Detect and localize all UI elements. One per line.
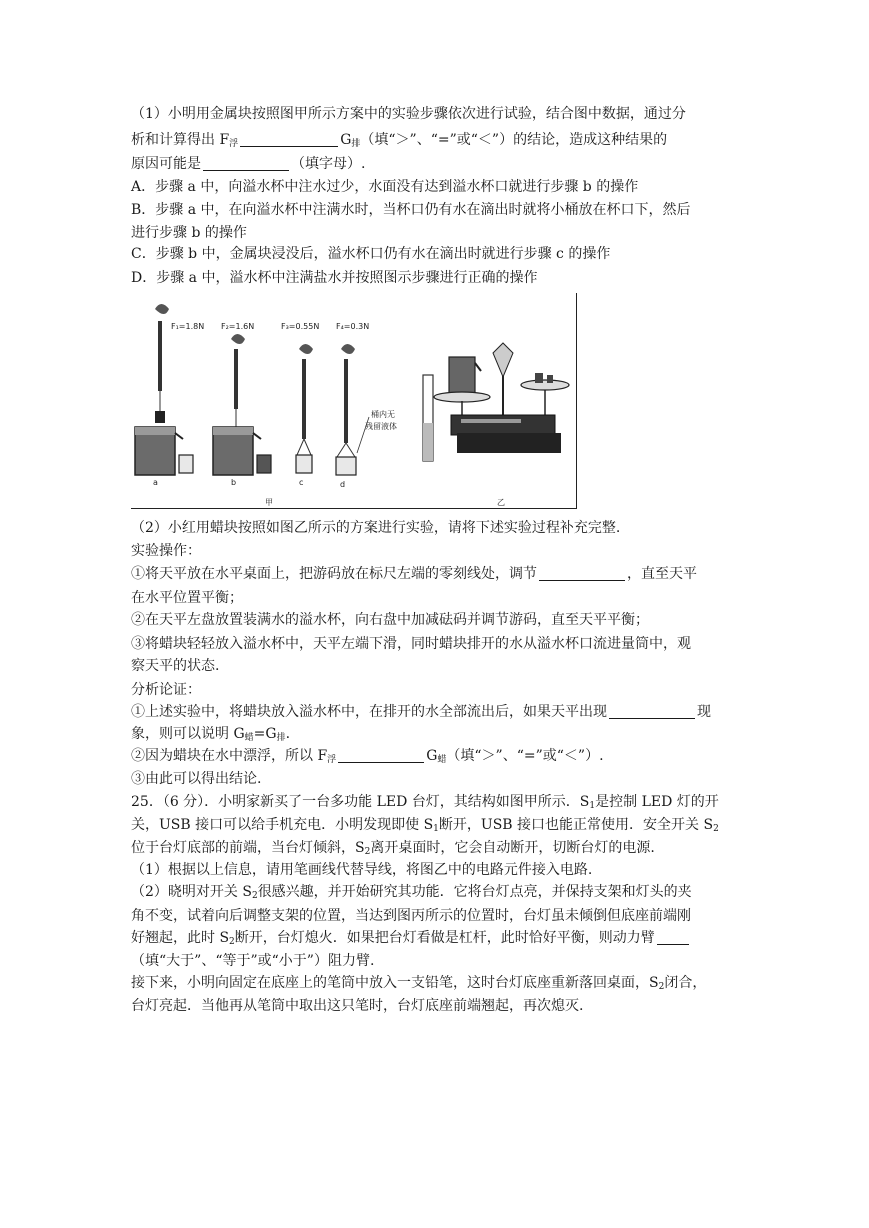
experiment-illustration <box>131 293 577 509</box>
spring-scale-d <box>336 344 356 475</box>
figure-label-yi: 乙 <box>497 498 505 507</box>
q25-line-1: 25．（6 分）．小明家新买了一台多功能 LED 台灯，其结构如图甲所示．$S_1$是控制 LED 灯的开 <box>131 794 719 811</box>
q2-step-2: ②在天平左盘放置装满水的溢水杯，向右盘中加减砝码并调节游码，直至天平平衡； <box>131 612 649 628</box>
q25-part-2-line-1: （2）晓明对开关 $S_2$很感兴趣，并开始研究其功能．它将台灯点亮，并保持支架和灯头的夹 <box>131 884 692 901</box>
q2-analysis-2: ②因为蜡块在水中漂浮，所以 $F_浮$ $G_蜡$（填“＞”、“=”或“＜”）. <box>131 748 604 765</box>
q25-part-3-line-1: 接下来，小明向固定在底座上的笔筒中放入一支铅笔，这时台灯底座重新落回桌面，$S_2$闭合， <box>131 975 707 992</box>
q25-part-1: （1）根据以上信息，请用笔画线代替导线，将图乙中的电路元件接入电路. <box>131 862 593 878</box>
q1-line-1: （1）小明用金属块按照图甲所示方案中的实验步骤依次进行试验，结合图中数据，通过分 <box>131 106 686 122</box>
overflow-cup-a <box>135 427 193 475</box>
q25-part-2-line-4: （填“大于”、“等于”或“小于”）阻力臂. <box>131 953 375 969</box>
force-label-f1: F₁=1.8N <box>171 322 205 331</box>
experiment-figure <box>131 293 577 509</box>
option-c: C．步骤 b 中，金属块浸没后，溢水杯口仍有水在滴出时就进行步骤 c 的操作 <box>131 246 611 262</box>
balance-apparatus <box>423 343 569 461</box>
q2-step-3-cont: 察天平的状态. <box>131 658 220 674</box>
force-label-f4: F₄=0.3N <box>336 322 370 331</box>
option-b-line-1: B．步骤 a 中，在向溢水杯中注满水时，当杯口仍有水在滴出时就将小桶放在杯口下，然后 <box>131 202 691 218</box>
q25-part-2-line-3: 好翘起，此时 $S_2$断开，台灯熄火．如果把台灯看做是杠杆，此时恰好平衡，则动力臂 <box>131 928 691 950</box>
q2-intro: （2）小红用蜡块按照如图乙所示的方案进行实验，请将下述实验过程补充完整. <box>131 520 621 536</box>
answer-blank[interactable] <box>539 564 625 581</box>
q25-part-2-line-2: 角不变，试着向后调整支架的位置，当达到图丙所示的位置时，台灯虽未倾倒但底座前端刚 <box>131 908 691 924</box>
step-label-c: c <box>299 478 304 487</box>
answer-blank[interactable] <box>338 746 424 763</box>
step-label-d: d <box>340 480 346 489</box>
overflow-cup-b <box>213 427 271 475</box>
q25-line-2: 关，USB 接口可以给手机充电．小明发现即使 $S_1$断开，USB 接口也能正常使用．安全开关 $S_2$ <box>131 817 719 834</box>
q25-part-3-line-2: 台灯亮起．当他再从笔筒中取出这只笔时，台灯底座前端翘起，再次熄灭. <box>131 998 584 1014</box>
option-d: D．步骤 a 中，溢水杯中注满盐水并按照图示步骤进行正确的操作 <box>131 270 538 286</box>
answer-blank[interactable] <box>203 154 289 171</box>
answer-blank[interactable] <box>609 702 695 719</box>
q2-analysis-1-cont: 象，则可以说明 $G_蜡=G_排$. <box>131 726 291 743</box>
q2-step-1: ①将天平放在水平桌面上，把游码放在标尺左端的零刻线处，调节 ，直至天平 <box>131 566 697 582</box>
force-label-f3: F₃=0.55N <box>281 322 320 331</box>
q2-step-1-cont: 在水平位置平衡； <box>131 590 243 606</box>
step-label-a: a <box>153 478 158 487</box>
q2-ops-heading: 实验操作： <box>131 543 201 559</box>
q2-analysis-3: ③由此可以得出结论. <box>131 771 262 787</box>
note-line-2: 残留液体 <box>365 422 397 431</box>
spring-scale-c <box>296 344 313 473</box>
spring-scale-a <box>155 304 169 423</box>
figure-label-jia: 甲 <box>265 498 273 507</box>
option-b-line-2: 进行步骤 b 的操作 <box>131 225 247 241</box>
q2-step-3: ③将蜡块轻轻放入溢水杯中，天平左端下滑，同时蜡块排开的水从溢水杯口流进量筒中，观 <box>131 636 691 652</box>
q1-line-3: 原因可能是 （填字母）. <box>131 156 366 172</box>
q2-analysis-heading: 分析论证： <box>131 682 201 698</box>
q1-line-2: 析和计算得出 $F_浮$ $G_排$（填“＞”、“=”或“＜”）的结论，造成这种结果的 <box>131 132 668 149</box>
q2-analysis-1: ①上述实验中，将蜡块放入溢水杯中，在排开的水全部流出后，如果天平出现 现 <box>131 704 711 720</box>
option-a: A．步骤 a 中，向溢水杯中注水过少，水面没有达到溢水杯口就进行步骤 b 的操作 <box>131 179 639 195</box>
note-line-1: 桶内无 <box>371 410 395 419</box>
q25-line-3: 位于台灯底部的前端，当台灯倾斜，$S_2$离开桌面时，它会自动断开，切断台灯的电源. <box>131 840 655 857</box>
answer-blank[interactable] <box>657 928 689 945</box>
force-label-f2: F₂=1.6N <box>221 322 255 331</box>
answer-blank[interactable] <box>240 130 338 147</box>
step-label-b: b <box>231 478 237 487</box>
